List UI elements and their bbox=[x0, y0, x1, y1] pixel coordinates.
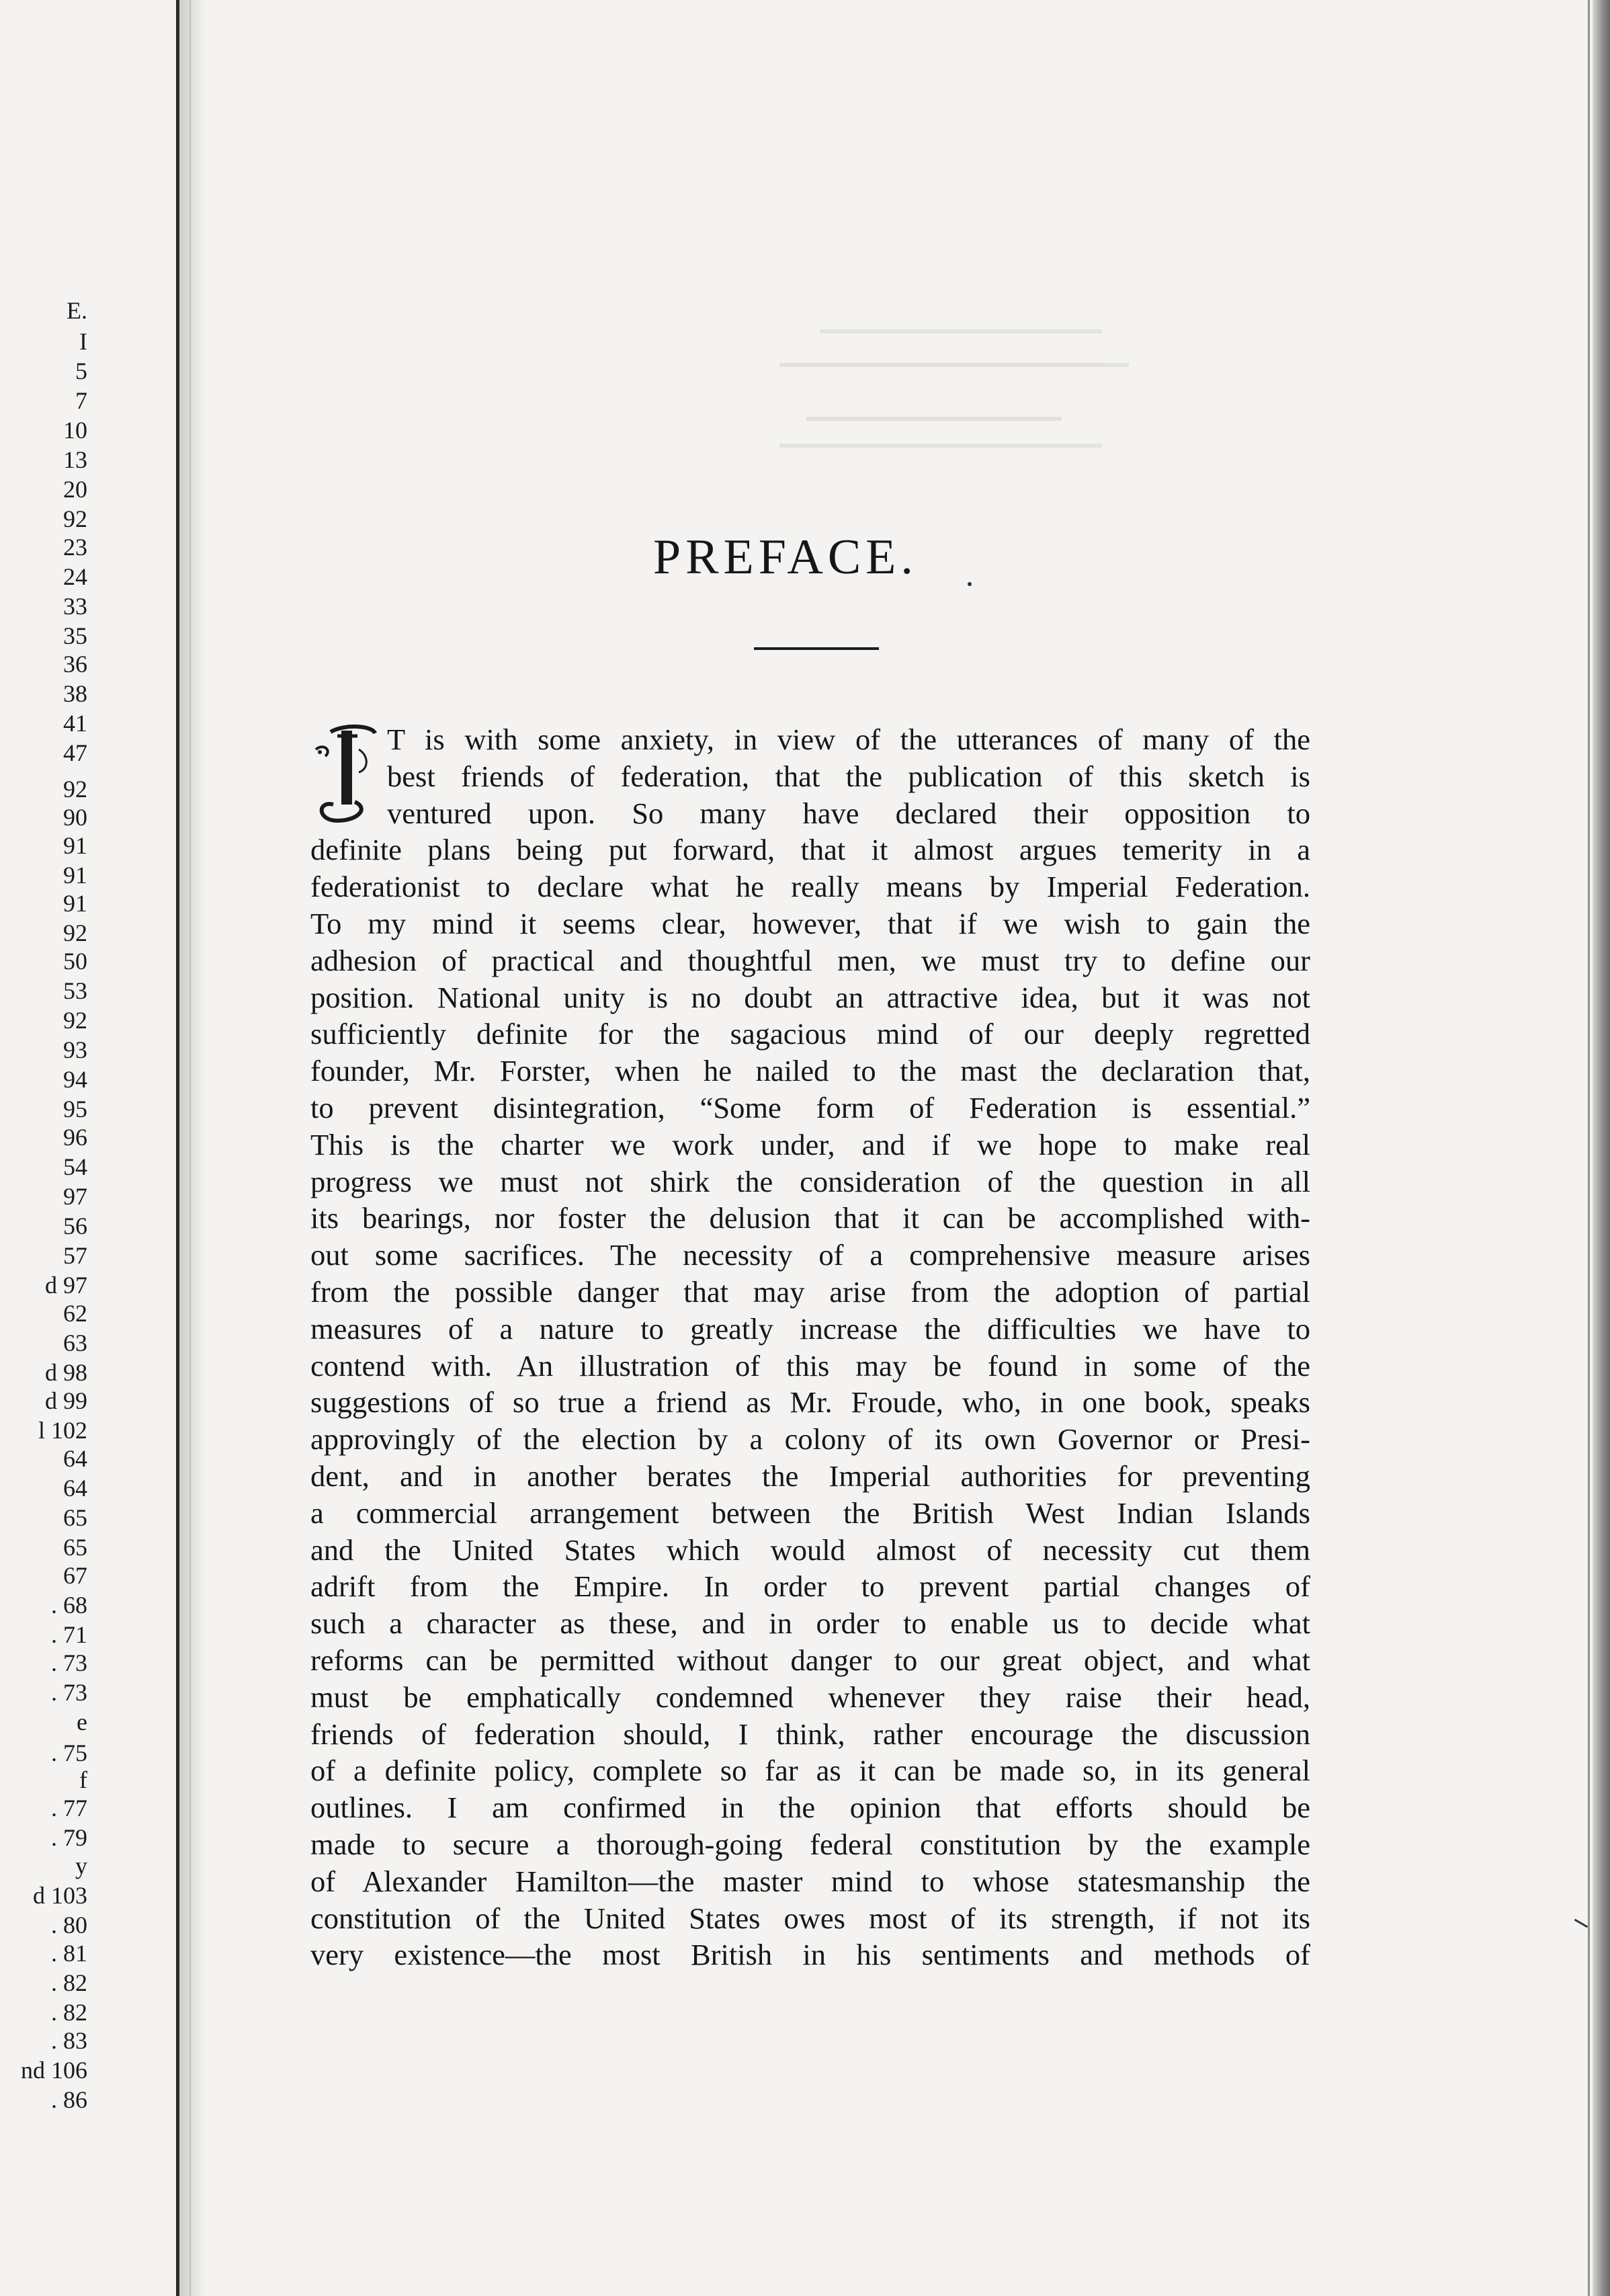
left-page-number: 91 bbox=[63, 832, 87, 859]
binding-gutter-line bbox=[176, 0, 179, 2296]
left-page-number: 35 bbox=[63, 622, 87, 649]
left-page-number: nd 106 bbox=[21, 2057, 87, 2084]
left-page-number: 5 bbox=[75, 358, 87, 384]
left-page-number: 53 bbox=[63, 977, 87, 1004]
left-page-number: 38 bbox=[63, 680, 87, 707]
left-page-number: . 82 bbox=[51, 1969, 87, 1996]
left-page-number: d 97 bbox=[45, 1272, 87, 1299]
page-edge-shadow bbox=[1593, 0, 1610, 2296]
left-page-number: 90 bbox=[63, 804, 87, 831]
left-page-number: . 81 bbox=[51, 1940, 87, 1967]
left-page-number: . 79 bbox=[51, 1824, 87, 1851]
left-page-number: E. bbox=[67, 297, 87, 324]
left-page-number: 63 bbox=[63, 1329, 87, 1356]
body-text-line: ventured upon. So many have declared their opposition to bbox=[387, 796, 1310, 830]
page-title: PREFACE. bbox=[653, 530, 918, 585]
body-text-line: federationist to declare what he really means by Imperial Federation. bbox=[310, 870, 1310, 904]
body-text-line: contend with. An illustration of this may be found in some of the bbox=[310, 1348, 1310, 1383]
left-page-number: . 80 bbox=[51, 1912, 87, 1938]
left-page-number: 65 bbox=[63, 1504, 87, 1531]
left-page-number: 56 bbox=[63, 1213, 87, 1239]
left-page-number: . 71 bbox=[51, 1621, 87, 1648]
left-page-number: 96 bbox=[63, 1124, 87, 1151]
left-page-number: . 82 bbox=[51, 1999, 87, 2026]
left-page-number: 65 bbox=[63, 1534, 87, 1561]
left-page-number: 92 bbox=[63, 1007, 87, 1034]
body-text-line: approvingly of the election by a colony of its own Governor or Presi- bbox=[310, 1422, 1310, 1457]
left-page-number: . 86 bbox=[51, 2086, 87, 2113]
left-page-number: 91 bbox=[63, 862, 87, 889]
body-text-line: to prevent disintegration, “Some form of Federation is essential.” bbox=[310, 1090, 1310, 1124]
body-text-line: position. National unity is no doubt an attractive idea, but it was not bbox=[310, 980, 1310, 1014]
body-text-line: made to secure a thorough-going federal constitution by the example bbox=[310, 1827, 1310, 1861]
left-page-number: 41 bbox=[63, 710, 87, 737]
left-page-number: 97 bbox=[63, 1183, 87, 1210]
body-text-line: best friends of federation, that the publication of this sketch is bbox=[387, 759, 1310, 793]
body-text-line: its bearings, nor foster the delusion that it can be accomplished with- bbox=[310, 1201, 1310, 1235]
left-page-number: 91 bbox=[63, 890, 87, 917]
binding-gutter-edge bbox=[189, 0, 191, 2296]
body-text-line: founder, Mr. Forster, when he nailed to the mast the declaration that, bbox=[310, 1054, 1310, 1088]
left-page-number: . 83 bbox=[51, 2027, 87, 2054]
left-page-number: 92 bbox=[63, 919, 87, 946]
left-page-number: 23 bbox=[63, 534, 87, 561]
left-page-number: d 103 bbox=[33, 1882, 87, 1909]
left-page-number: 50 bbox=[63, 948, 87, 975]
left-page-number: 24 bbox=[63, 563, 87, 590]
left-page-number: 10 bbox=[63, 417, 87, 444]
body-text-line: of Alexander Hamilton—the master mind to whose statesmanship the bbox=[310, 1864, 1310, 1898]
left-page-number: 64 bbox=[63, 1475, 87, 1502]
left-page-number: . 68 bbox=[51, 1592, 87, 1618]
body-text-line: sufficiently definite for the sagacious mind of our deeply regretted bbox=[310, 1017, 1310, 1051]
left-page-number: f bbox=[79, 1766, 87, 1793]
body-text-line: measures of a nature to greatly increase the difficulties we have to bbox=[310, 1311, 1310, 1346]
left-page-number: 20 bbox=[63, 476, 87, 503]
left-page-number: 33 bbox=[63, 593, 87, 620]
title-rule bbox=[754, 647, 879, 650]
left-page-number: 67 bbox=[63, 1562, 87, 1589]
left-page-number: 13 bbox=[63, 446, 87, 473]
left-page-number: I bbox=[79, 328, 87, 355]
gutter-shadow bbox=[179, 0, 206, 2296]
left-page-number: 94 bbox=[63, 1066, 87, 1093]
body-text-line: constitution of the United States owes most of its strength, if not its bbox=[310, 1901, 1310, 1935]
left-page-number: . 75 bbox=[51, 1739, 87, 1766]
body-text-line: T is with some anxiety, in view of the utterances of many of the bbox=[387, 723, 1310, 756]
body-text-line: This is the charter we work under, and if we hope to make real bbox=[310, 1127, 1310, 1161]
left-page-number: 54 bbox=[63, 1153, 87, 1180]
left-page-number: e bbox=[77, 1709, 87, 1735]
left-page-number: . 73 bbox=[51, 1649, 87, 1676]
decorative-drop-cap-icon bbox=[310, 723, 384, 829]
body-text-line: To my mind it seems clear, however, that if we wish to gain the bbox=[310, 906, 1310, 940]
body-text-line: outlines. I am confirmed in the opinion that efforts should be bbox=[310, 1791, 1310, 1825]
body-text-line: dent, and in another berates the Imperial authorities for preventing bbox=[310, 1459, 1310, 1493]
body-text-line: a commercial arrangement between the British West Indian Islands bbox=[310, 1495, 1310, 1530]
stray-ink-mark bbox=[968, 582, 972, 586]
body-text-line: definite plans being put forward, that it almost argues temerity in a bbox=[310, 833, 1310, 867]
page-edge-line bbox=[1588, 0, 1590, 2296]
body-text-line: must be emphatically condemned whenever they raise their head, bbox=[310, 1680, 1310, 1714]
left-page-number: d 98 bbox=[45, 1359, 87, 1386]
body-text-line: from the possible danger that may arise from the adoption of partial bbox=[310, 1274, 1310, 1309]
left-page-number: l 102 bbox=[38, 1417, 87, 1444]
body-text-line: reforms can be permitted without danger to our great object, and what bbox=[310, 1643, 1310, 1677]
body-text-line: out some sacrifices. The necessity of a comprehensive measure arises bbox=[310, 1238, 1310, 1272]
body-text-line: of a definite policy, complete so far as it can be made so, in its general bbox=[310, 1754, 1310, 1788]
body-text-line: and the United States which would almost of necessity cut them bbox=[310, 1532, 1310, 1567]
left-page-number: 57 bbox=[63, 1242, 87, 1269]
left-page-number: 47 bbox=[63, 739, 87, 766]
body-text-line: suggestions of so true a friend as Mr. Froude, who, in one book, speaks bbox=[310, 1385, 1310, 1420]
left-page-number: d 99 bbox=[45, 1387, 87, 1414]
left-page-number: . 73 bbox=[51, 1679, 87, 1706]
body-text-line: very existence—the most British in his sentiments and methods of bbox=[310, 1938, 1310, 1972]
bleed-through bbox=[672, 215, 1142, 497]
left-page-number: . 77 bbox=[51, 1795, 87, 1821]
body-text-line: adhesion of practical and thoughtful men, we must try to define our bbox=[310, 943, 1310, 977]
body-text-line: such a character as these, and in order to enable us to decide what bbox=[310, 1606, 1310, 1641]
body-text-line: adrift from the Empire. In order to prevent partial changes of bbox=[310, 1569, 1310, 1604]
left-page-number: 93 bbox=[63, 1036, 87, 1063]
left-page-number-column bbox=[0, 0, 87, 2113]
body-text-line: progress we must not shirk the consideration of the question in all bbox=[310, 1164, 1310, 1198]
body-text-line: friends of federation should, I think, rather encourage the discussion bbox=[310, 1717, 1310, 1751]
left-page-number: y bbox=[75, 1852, 87, 1879]
left-page-number: 92 bbox=[63, 505, 87, 532]
left-page-number: 92 bbox=[63, 776, 87, 803]
left-page-number: 95 bbox=[63, 1096, 87, 1122]
left-page-number: 62 bbox=[63, 1300, 87, 1327]
left-page-number: 7 bbox=[75, 387, 87, 414]
left-page-number: 36 bbox=[63, 651, 87, 678]
preface-body bbox=[310, 721, 1310, 1973]
left-page-number: 64 bbox=[63, 1445, 87, 1472]
